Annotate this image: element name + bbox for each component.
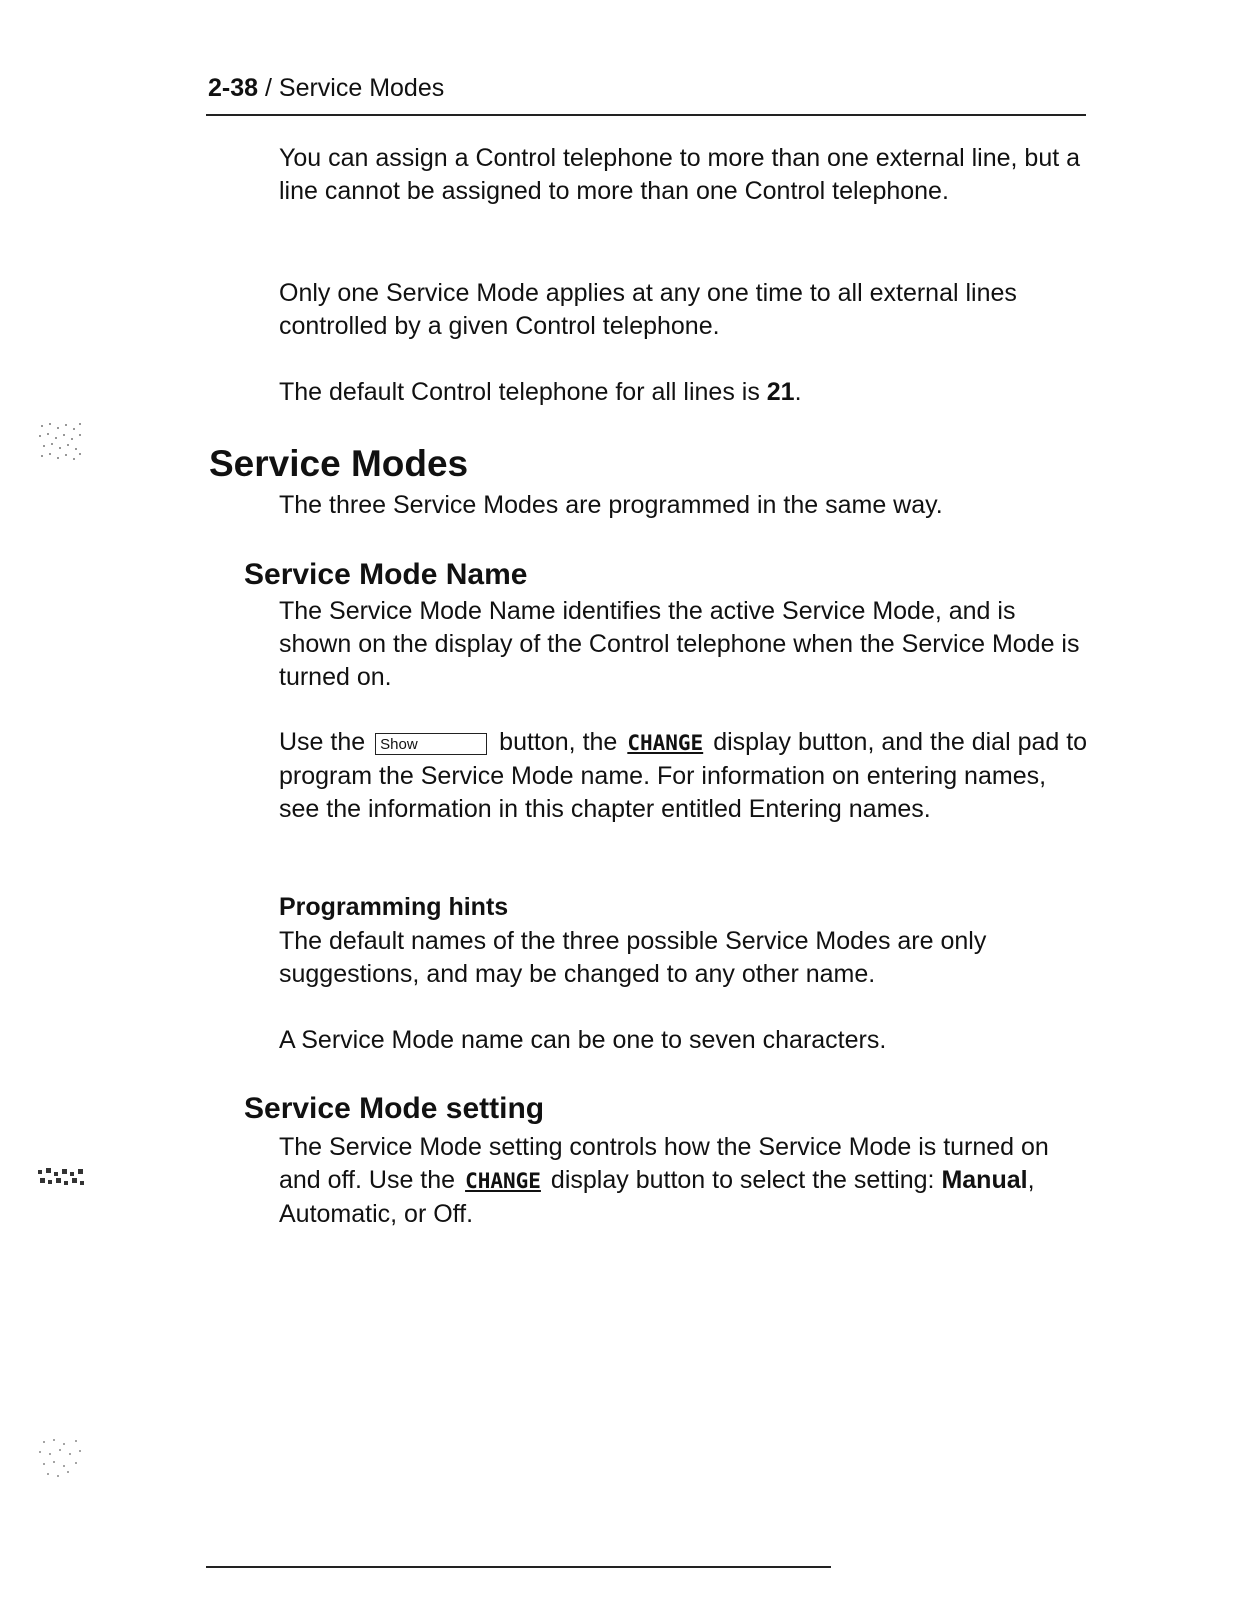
scan-speckle-mark [36, 1436, 86, 1480]
option-manual: Manual [941, 1166, 1028, 1194]
button-the-text: button, the [499, 728, 618, 756]
use-the-text: Use the [279, 728, 366, 756]
period: . [794, 378, 802, 406]
scan-speckle-mark [36, 420, 86, 464]
intro-paragraph-3 [279, 376, 1089, 409]
hints-paragraph-1: The default names of the three possible Service Modes are only suggestions, and may be changed to any other name. [279, 927, 987, 988]
default-telephone-value: 21 [766, 378, 795, 406]
page-number: 2-38 [208, 74, 259, 102]
mode-setting-text: The Service Mode setting controls how the Service Mode is turned on and off. Use the [279, 1133, 1049, 1194]
subheading-service-mode-name: Service Mode Name [244, 558, 528, 591]
intro-paragraph-2: Only one Service Mode applies at any one time to all external lines controlled by a given Control telephone. [279, 279, 1017, 340]
intro-paragraph-1: You can assign a Control telephone to more than one external line, but a line cannot be assigned to more than one Control telephone. [279, 144, 1081, 205]
section-heading-service-modes: Service Modes [209, 443, 469, 484]
page-header [208, 72, 444, 104]
header-rule [206, 114, 1086, 116]
subheading-programming-hints: Programming hints [279, 893, 509, 921]
mode-setting-paragraph [279, 1131, 1089, 1231]
default-telephone-text: The default Control telephone for all lines is [279, 378, 767, 406]
option-rest: , Automatic, or Off. [279, 1166, 1035, 1228]
mode-name-instructions: display button, and the dial pad to program the Service Mode name. For information on entering names, see the information in this chapter entitled Entering names. [279, 728, 1088, 823]
change-display-button: CHANGE [627, 731, 704, 755]
mode-name-paragraph-2 [279, 726, 1089, 826]
show-key: Show [375, 733, 487, 755]
scan-speckle-mark [36, 1166, 86, 1190]
mode-setting-select-text: display button to select the setting: [550, 1166, 942, 1194]
hints-paragraph-2: A Service Mode name can be one to seven characters. [279, 1026, 887, 1054]
mode-name-paragraph-1: The Service Mode Name identifies the active Service Mode, and is shown on the display of the Control telephone when the Service Mode is turned on. [279, 597, 1080, 691]
footer-rule [206, 1566, 831, 1568]
service-modes-intro: The three Service Modes are programmed in the same way. [279, 491, 943, 519]
change-display-button-2: CHANGE [465, 1169, 541, 1193]
header-section-title: Service Modes [278, 74, 445, 102]
subheading-service-mode-setting: Service Mode setting [244, 1092, 545, 1125]
header-separator: / [258, 74, 279, 102]
